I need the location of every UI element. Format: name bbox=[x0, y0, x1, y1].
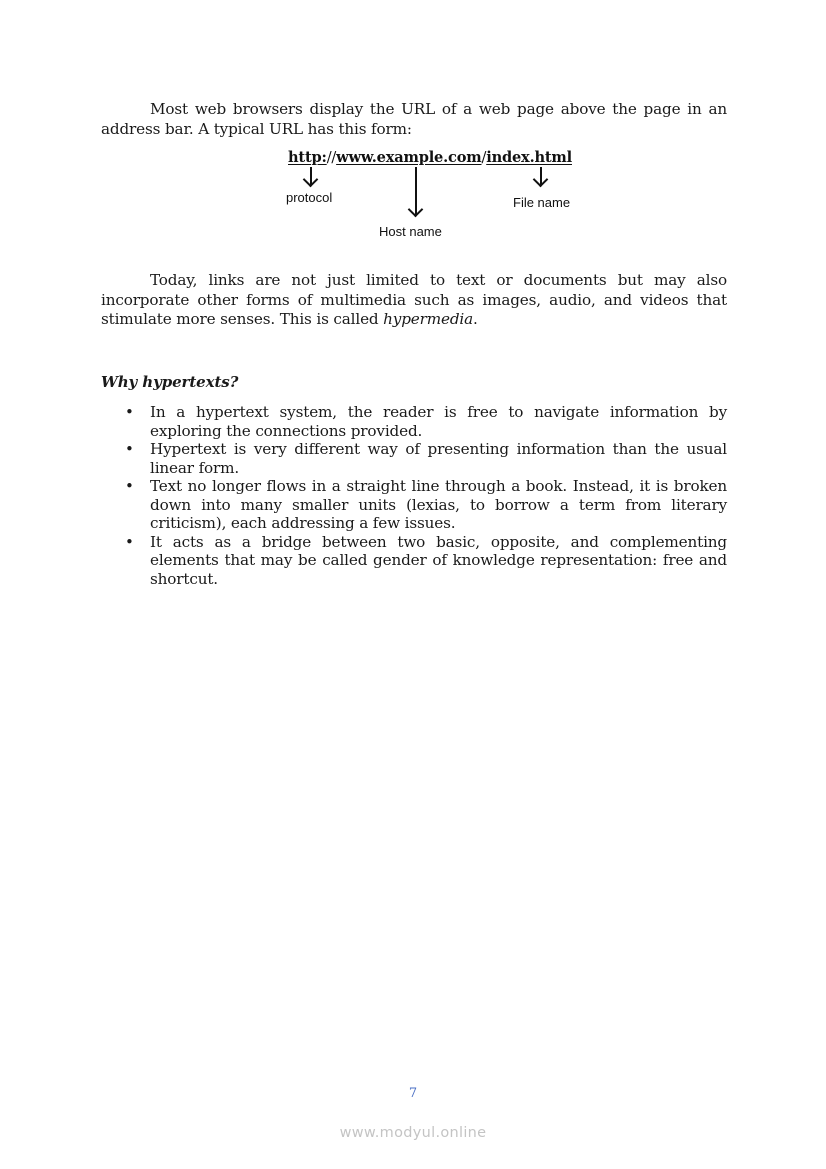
hypermedia-text: Today, links are not just limited to text or documents but may also incorporate other forms of multimedia such as images, audio, and videos that stimulate more senses. This is called bbox=[101, 271, 727, 328]
url-separator-slash: / bbox=[481, 149, 487, 166]
bullet-icon: • bbox=[125, 532, 134, 551]
bullet-icon: • bbox=[125, 477, 134, 495]
host-name-label: Host name bbox=[379, 224, 442, 239]
intro-text: Most web browsers display the URL of a web page above the page in an address bar. A typical URL has this form: bbox=[101, 100, 727, 138]
bullet-list bbox=[101, 403, 727, 588]
list-item-text: Text no longer flows in a straight line through a book. Instead, it is broken down into many smaller units (lexias, to borrow a term from literary criticism), each addressing a few issues. bbox=[150, 477, 727, 532]
url-example bbox=[288, 149, 572, 166]
intro-paragraph bbox=[101, 100, 727, 139]
list-item-text: In a hypertext system, the reader is free to navigate information by exploring the connections provided. bbox=[150, 403, 727, 440]
file-name-label: File name bbox=[513, 195, 571, 210]
arrow-down-icon bbox=[409, 167, 423, 217]
list-item bbox=[101, 440, 727, 477]
section-heading: Why hypertexts? bbox=[101, 373, 239, 391]
bullet-icon: • bbox=[125, 403, 134, 421]
hypermedia-period: . bbox=[473, 310, 478, 328]
list-item-text: It acts as a bridge between two basic, opposite, and complementing elements that may be called gender of knowledge representation: free and shortcut. bbox=[150, 532, 727, 588]
arrow-down-icon bbox=[304, 167, 318, 187]
list-item bbox=[101, 533, 727, 589]
list-item bbox=[101, 477, 727, 533]
list-item-text: Hypertext is very different way of presenting information than the usual linear form. bbox=[150, 440, 727, 477]
url-separator-slashes: // bbox=[326, 149, 337, 166]
url-file: index.html bbox=[486, 149, 572, 166]
url-diagram bbox=[270, 148, 610, 248]
arrow-down-icon bbox=[534, 167, 548, 187]
url-host: www.example.com bbox=[336, 149, 482, 166]
list-item bbox=[101, 403, 727, 440]
hypermedia-term: hypermedia bbox=[383, 310, 474, 328]
page-number: 7 bbox=[408, 1086, 418, 1101]
url-protocol: http: bbox=[288, 149, 327, 166]
watermark: www.modyul.online bbox=[339, 1125, 487, 1141]
hypermedia-paragraph bbox=[101, 271, 727, 330]
protocol-label: protocol bbox=[286, 190, 333, 205]
bullet-icon: • bbox=[125, 440, 134, 458]
